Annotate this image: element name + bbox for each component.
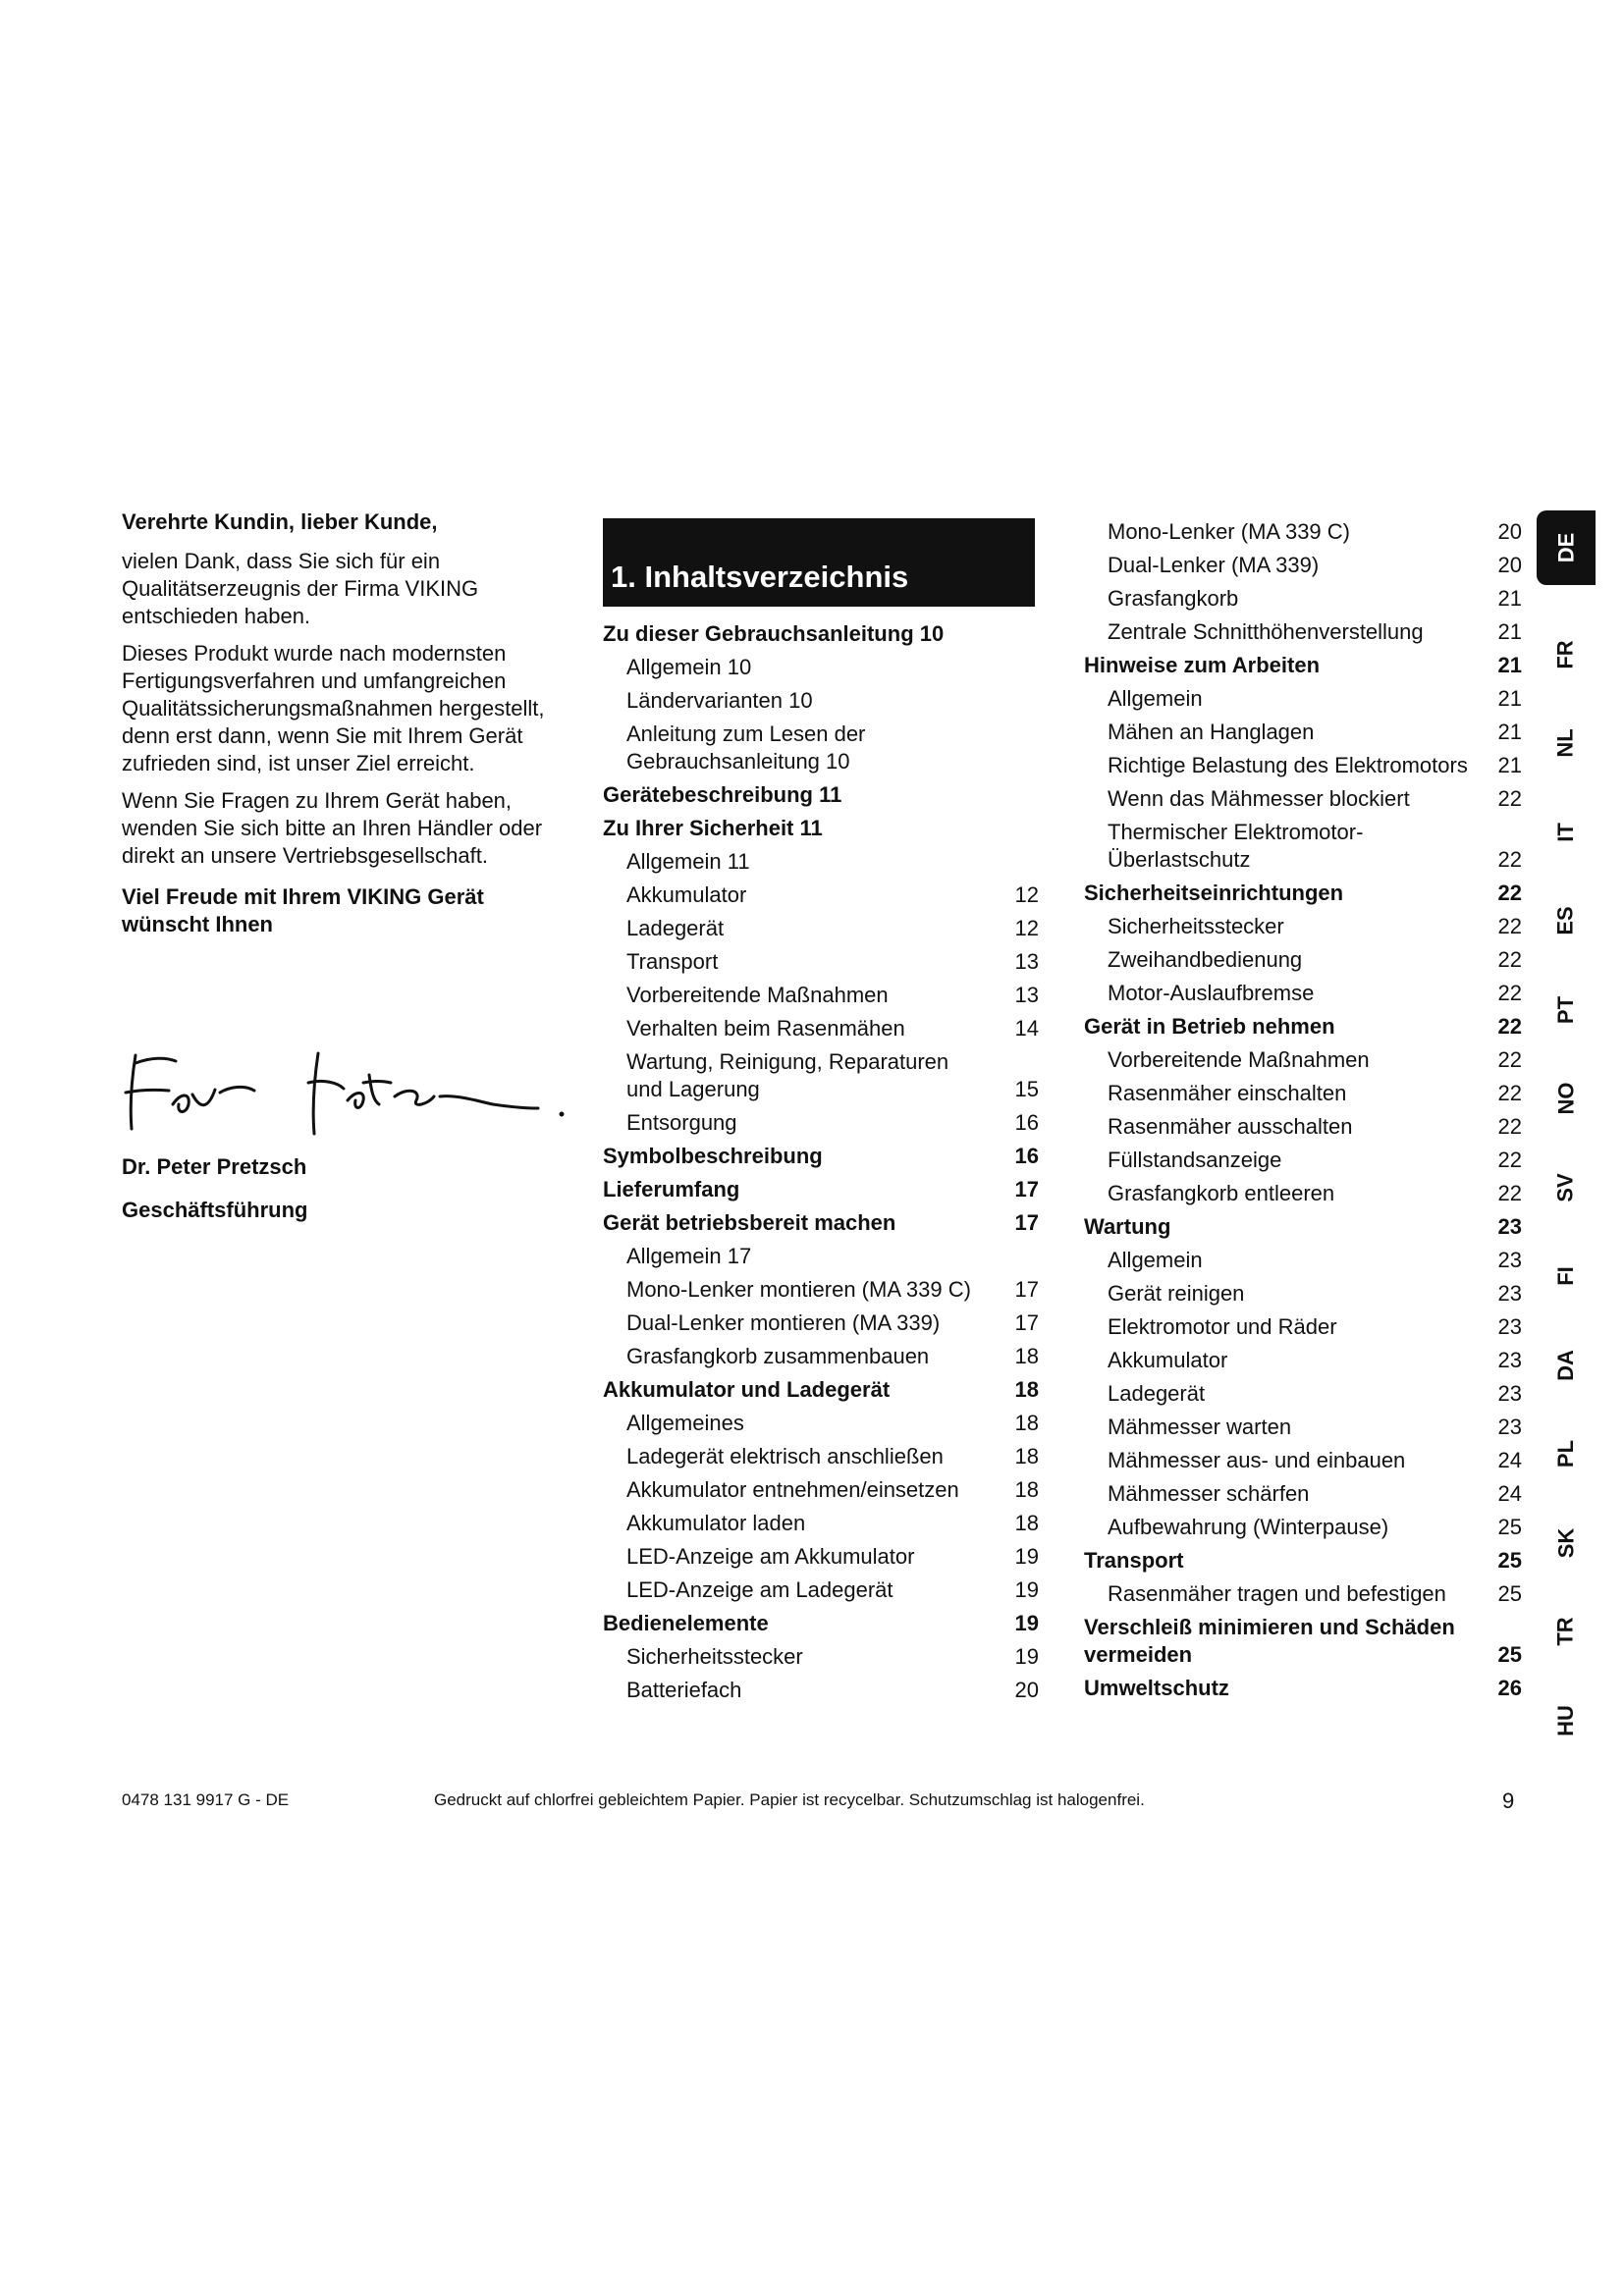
toc-entry-title: Gerät in Betrieb nehmen [1084,1014,1335,1039]
language-tab-label: PT [1553,995,1578,1024]
toc-entry-page: 18 [1014,1444,1039,1468]
language-tab-it [1537,811,1596,854]
language-tab-da [1537,1344,1596,1387]
toc-entry [603,1015,1039,1042]
toc-entry [603,1143,1039,1170]
toc-entry-page: 13 [1014,949,1039,974]
toc-entry-page: 18 [1014,1411,1039,1435]
language-tab-label: ES [1552,906,1578,935]
toc-entry [1084,913,1522,940]
toc-entry [603,1109,1039,1137]
language-tab-label: TR [1552,1617,1578,1646]
language-tab-label: FI [1553,1266,1578,1286]
language-tab-tr [1537,1610,1596,1653]
toc-entry [1084,719,1522,746]
toc-entry-title: Ladegerät [1108,1381,1206,1406]
toc-entry-title: Dual-Lenker (MA 339) [1108,553,1320,577]
toc-entry-title: Mono-Lenker montieren (MA 339 C) [626,1277,971,1302]
toc-entry-page: 22 [1497,786,1522,811]
toc-entry-title: Akkumulator [626,882,747,907]
toc-entry-page: 23 [1497,1381,1522,1406]
toc-entry-title: Lieferumfang [603,1177,740,1201]
letter-paragraph-3: Wenn Sie Fragen zu Ihrem Gerät haben, wenden Sie sich bitte an Ihren Händler oder direkt an unsere Vertriebsgesellschaft. [122,788,543,868]
toc-entry [1084,552,1522,579]
toc-entry-title: Transport [626,949,719,974]
toc-entry-page: 20 [1497,553,1522,577]
toc-entry-title: Gerätebeschreibung 11 [603,782,842,807]
toc-entry [1084,1547,1522,1575]
toc-entry [1084,685,1522,713]
language-tab-pl [1537,1432,1596,1475]
toc-entry-title: Akkumulator und Ladegerät [603,1377,891,1402]
toc-entry-title: Zweihandbedienung [1108,947,1303,972]
signer-name: Dr. Peter Pretzsch [122,1154,307,1179]
toc-entry-title: Allgemein [1108,686,1203,711]
toc-entry [1084,1347,1522,1374]
toc-entry-page: 24 [1497,1481,1522,1506]
toc-entry-page: 19 [1014,1611,1039,1635]
toc-entry-page: 23 [1497,1314,1522,1339]
toc-entry-page: 20 [1497,519,1522,544]
language-tabs [1537,501,1596,1767]
page-number: 9 [1502,1789,1515,1813]
toc-entry [603,1410,1039,1437]
toc-entry [1084,1313,1522,1341]
toc-entry-title: Grasfangkorb entleeren [1108,1181,1335,1205]
toc-entry [603,1576,1039,1604]
toc-entry-title: Mono-Lenker (MA 339 C) [1108,519,1350,544]
toc-entry-title: Ladegerät [626,916,725,940]
language-tab-label: SV [1552,1172,1578,1202]
toc-title-banner [603,518,1035,607]
toc-entry [603,1243,1039,1270]
language-tab-fr [1537,633,1596,676]
welcome-letter [122,508,554,948]
toc-entry [1084,1180,1522,1207]
toc-entry-page: 22 [1497,881,1522,905]
toc-entry-title: Ländervarianten 10 [626,688,813,713]
toc-entry [603,1610,1039,1637]
toc-entry [603,1276,1039,1304]
toc-entry-title: Akkumulator laden [626,1511,806,1535]
toc-entry [603,848,1039,876]
toc-entry-title: Motor-Auslaufbremse [1108,981,1315,1005]
toc-entry [1084,1580,1522,1608]
toc-entry [603,1376,1039,1404]
toc-entry-page: 25 [1497,1548,1522,1573]
paper-note: Gedruckt auf chlorfrei gebleichtem Papier. Papier ist recycelbar. Schutzumschlag ist halogenfrei. [434,1790,1145,1809]
toc-entry [603,915,1039,942]
toc-entry [603,1209,1039,1237]
toc-entry [603,948,1039,976]
toc-entry-title: Vorbereitende Maßnahmen [626,983,889,1007]
toc-entry-title: Allgemein [1108,1248,1203,1272]
toc-entry-page: 17 [1014,1310,1039,1335]
language-tab-label: NL [1552,728,1578,758]
toc-entry-page: 22 [1497,981,1522,1005]
language-tab-de [1537,510,1596,585]
toc-entry [1084,1280,1522,1308]
handwritten-signature [122,1036,573,1144]
signer-role: Geschäftsführung [122,1198,308,1222]
toc-entry-title: Sicherheitsstecker [1108,914,1284,938]
toc-entry-title: Rasenmäher ausschalten [1108,1114,1353,1139]
toc-entry-title: Richtige Belastung des Elektromotors [1108,753,1468,777]
toc-entry [1084,652,1522,679]
toc-entry [603,1510,1039,1537]
toc-entry-title: Zentrale Schnitthöhenverstellung [1108,619,1424,644]
toc-entry [603,654,1039,681]
toc-entry [603,687,1039,715]
toc-entry-page: 22 [1497,947,1522,972]
toc-entry-page: 26 [1497,1676,1522,1700]
language-tab-sv [1537,1166,1596,1209]
toc-entry-title: Sicherheitsstecker [626,1644,803,1669]
toc-entry-page: 17 [1014,1277,1039,1302]
toc-entry [1084,1380,1522,1408]
toc-entry-title: Ladegerät elektrisch anschließen [626,1444,944,1468]
language-tab-label: DA [1553,1349,1578,1381]
toc-entry-title: Rasenmäher einschalten [1108,1081,1347,1105]
toc-entry-title: Verhalten beim Rasenmähen [626,1016,905,1041]
toc-entry-title: Gerät reinigen [1108,1281,1245,1306]
toc-entry-title: LED-Anzeige am Ladegerät [626,1577,893,1602]
toc-entry [1084,880,1522,907]
toc-entry-page: 22 [1497,1014,1522,1039]
toc-entry [603,1476,1039,1504]
language-tab-label: NO [1553,1082,1578,1115]
toc-entry [603,1643,1039,1671]
toc-entry-page: 23 [1497,1214,1522,1239]
language-tab-es [1537,899,1596,942]
letter-paragraph-1: vielen Dank, dass Sie sich für ein Qualitätserzeugnis der Firma VIKING entschieden haben. [122,549,479,628]
toc-entry [603,1309,1039,1337]
language-tab-label: FR [1552,639,1578,669]
toc-entry [603,1048,1039,1103]
toc-entry-title: Transport [1084,1548,1184,1573]
toc-entry-page: 25 [1497,1581,1522,1606]
toc-title: 1. Inhaltsverzeichnis [611,560,909,594]
toc-entry-page: 22 [1497,847,1522,872]
toc-entry-page: 18 [1014,1344,1039,1368]
toc-entry [1084,1414,1522,1441]
toc-entry-page: 15 [1014,1077,1039,1101]
toc-entry-page: 22 [1497,1047,1522,1072]
toc-entry-title: Grasfangkorb zusammenbauen [626,1344,930,1368]
toc-entry [1084,752,1522,779]
toc-entry-title: Symbolbeschreibung [603,1144,823,1168]
toc-entry [1084,1213,1522,1241]
toc-entry-title: Mähmesser warten [1108,1415,1292,1439]
language-tab-label: HU [1553,1704,1578,1736]
toc-entry-page: 22 [1497,1181,1522,1205]
toc-entry-title: Zu Ihrer Sicherheit 11 [603,816,823,840]
toc-entry-page: 16 [1014,1110,1039,1135]
toc-entry [1084,1675,1522,1702]
toc-entry [1084,1080,1522,1107]
toc-entry [1084,518,1522,546]
toc-entry-page: 17 [1014,1177,1039,1201]
toc-entry-page: 21 [1497,753,1522,777]
language-tab-pt [1537,988,1596,1032]
toc-entry [1084,585,1522,613]
toc-entry [1084,819,1522,874]
language-tab-label: PL [1553,1439,1578,1468]
toc-entry [1084,1480,1522,1508]
toc-entry [1084,1614,1522,1669]
document-code: 0478 131 9917 G - DE [122,1790,290,1809]
toc-entry-page: 12 [1014,882,1039,907]
toc-entry-page: 24 [1497,1448,1522,1472]
toc-entry-title: Bedienelemente [603,1611,769,1635]
toc-entry-page: 19 [1014,1644,1039,1669]
toc-entry [1084,618,1522,646]
toc-entry-page: 22 [1497,914,1522,938]
toc-entry-page: 18 [1014,1511,1039,1535]
toc-entry-page: 20 [1014,1678,1039,1702]
toc-entry-title: Akkumulator [1108,1348,1228,1372]
toc-entry-page: 12 [1014,916,1039,940]
toc-entry-title: Rasenmäher tragen und befestigen [1108,1581,1446,1606]
toc-entry-title: Allgemein 10 [626,655,752,679]
toc-entry-title: Mähmesser schärfen [1108,1481,1310,1506]
toc-entry-title: Wartung [1084,1214,1171,1239]
toc-entry-title: Aufbewahrung (Winterpause) [1108,1515,1389,1539]
toc-entry-title: Füllstandsanzeige [1108,1148,1282,1172]
language-tab-label: IT [1553,822,1578,842]
language-tab-fi [1537,1255,1596,1298]
toc-entry-page: 19 [1014,1544,1039,1569]
language-tab-no [1537,1077,1596,1120]
toc-entry-page: 18 [1014,1377,1039,1402]
toc-entry-title: Sicherheitseinrichtungen [1084,881,1344,905]
toc-column-2 [1084,518,1522,1708]
toc-entry-title: Vorbereitende Maßnahmen [1108,1047,1370,1072]
toc-entry-title: Allgemein 17 [626,1244,752,1268]
toc-entry-title: Dual-Lenker montieren (MA 339) [626,1310,941,1335]
toc-entry-page: 19 [1014,1577,1039,1602]
toc-entry [603,982,1039,1009]
language-tab-nl [1537,721,1596,765]
toc-entry-page: 22 [1497,1081,1522,1105]
toc-entry-page: 25 [1497,1642,1522,1667]
toc-entry [1084,1247,1522,1274]
toc-entry-title: Mähmesser aus- und einbauen [1108,1448,1406,1472]
toc-entry-title: Thermischer Elektromotor-Überlastschutz [1108,820,1364,872]
toc-entry [603,1443,1039,1470]
toc-entry-page: 18 [1014,1477,1039,1502]
language-tab-sk [1537,1522,1596,1565]
toc-entry-title: Wartung, Reinigung, Reparaturen und Lagerung [626,1049,949,1101]
toc-entry [1084,946,1522,974]
toc-entry-title: Batteriefach [626,1678,742,1702]
toc-entry [603,620,1039,648]
toc-entry-page: 21 [1497,686,1522,711]
toc-entry-title: Wenn das Mähmesser blockiert [1108,786,1410,811]
toc-entry [603,815,1039,842]
toc-entry [1084,1514,1522,1541]
toc-entry-title: Umweltschutz [1084,1676,1229,1700]
toc-entry-page: 21 [1497,653,1522,677]
toc-entry [603,1176,1039,1203]
toc-entry-title: Gerät betriebsbereit machen [603,1210,896,1235]
toc-entry [1084,785,1522,813]
toc-entry-title: Mähen an Hanglagen [1108,720,1315,744]
toc-entry [1084,1013,1522,1041]
toc-entry-page: 23 [1497,1348,1522,1372]
toc-entry-page: 21 [1497,619,1522,644]
letter-paragraph-2: Dieses Produkt wurde nach modernsten Fertigungsverfahren und umfangreichen Qualitätssicherungsmaßnahmen hergestellt, denn erst dann, wenn Sie mit Ihrem Gerät zufrieden sind, ist unser Ziel erreicht. [122,641,545,775]
toc-entry-title: Verschleiß minimieren und Schäden vermeiden [1084,1615,1455,1667]
language-tab-label: DE [1553,532,1578,563]
toc-entry-page: 13 [1014,983,1039,1007]
toc-entry [603,781,1039,809]
letter-greeting: Verehrte Kundin, lieber Kunde, [122,509,438,534]
toc-entry [1084,1147,1522,1174]
toc-entry-page: 23 [1497,1281,1522,1306]
toc-entry [603,1543,1039,1571]
toc-entry-title: Hinweise zum Arbeiten [1084,653,1321,677]
toc-entry [603,1343,1039,1370]
toc-entry-title: Allgemein 11 [626,849,750,874]
toc-entry-title: LED-Anzeige am Akkumulator [626,1544,915,1569]
language-tab-label: SK [1553,1527,1578,1558]
toc-entry-page: 23 [1497,1415,1522,1439]
toc-entry-title: Grasfangkorb [1108,586,1239,611]
letter-closing: Viel Freude mit Ihrem VIKING Gerät wünscht Ihnen [122,884,484,936]
toc-entry-page: 23 [1497,1248,1522,1272]
toc-entry-page: 21 [1497,720,1522,744]
toc-entry-title: Akkumulator entnehmen/einsetzen [626,1477,959,1502]
toc-entry-page: 14 [1014,1016,1039,1041]
toc-entry-title: Elektromotor und Räder [1108,1314,1337,1339]
toc-entry-page: 22 [1497,1114,1522,1139]
toc-entry-page: 25 [1497,1515,1522,1539]
toc-entry-title: Entsorgung [626,1110,737,1135]
toc-entry [603,881,1039,909]
toc-entry [1084,1046,1522,1074]
toc-entry-page: 21 [1497,586,1522,611]
toc-entry-page: 17 [1014,1210,1039,1235]
toc-entry [603,721,1039,775]
toc-entry [603,1677,1039,1704]
toc-entry [1084,980,1522,1007]
language-tab-hu [1537,1699,1596,1742]
toc-entry-title: Allgemeines [626,1411,744,1435]
toc-entry-title: Anleitung zum Lesen der Gebrauchsanleitung 10 [626,721,866,774]
toc-entry-title: Zu dieser Gebrauchsanleitung 10 [603,621,945,646]
toc-entry-page: 16 [1014,1144,1039,1168]
toc-column-1 [603,620,1039,1710]
toc-entry [1084,1447,1522,1474]
toc-entry-page: 22 [1497,1148,1522,1172]
toc-entry [1084,1113,1522,1141]
